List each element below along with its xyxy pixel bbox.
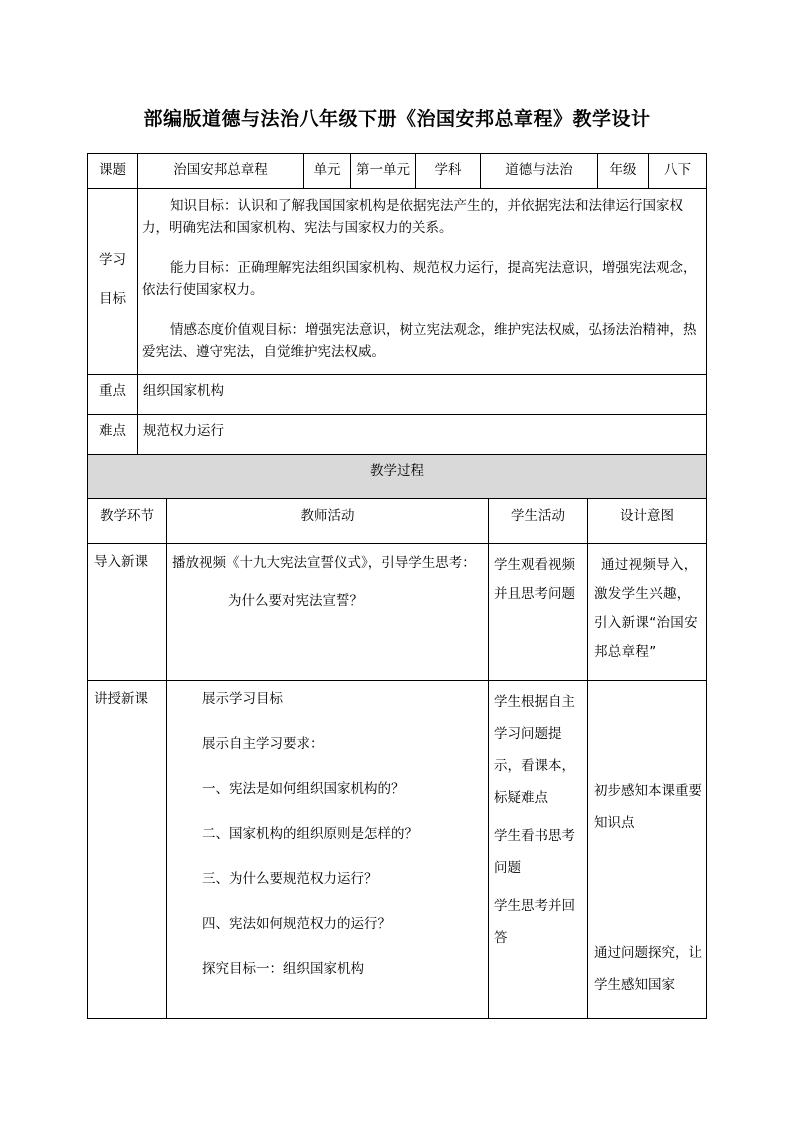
ability-objective: 能力目标：正确理解宪法组织国家机构、规范权力运行，提高宪法意识，增强宪法观念，依法行使国家权力。 <box>142 260 697 298</box>
difficulty-label: 难点 <box>99 423 126 439</box>
table-border <box>87 153 707 154</box>
table-border <box>87 374 707 375</box>
knowledge-objective: 知识目标：认识和了解我国国家机构是依据宪法产生的，并依据宪法和法律运行国家权力，明确宪法和国家机构、宪法与国家权力的关系。 <box>142 198 683 236</box>
table-border <box>87 498 707 499</box>
unit-value: 第一单元 <box>356 162 410 178</box>
teacher-item: 四、宪法如何规范权力的运行？ <box>202 916 391 932</box>
table-border <box>87 1018 707 1019</box>
intro-teacher-line1: 播放视频《十九大宪法宣誓仪式》，引导学生思考： <box>172 555 476 571</box>
header-teacher: 教师活动 <box>300 508 355 524</box>
header-student: 学生活动 <box>511 508 565 524</box>
table-border <box>87 543 707 544</box>
header-intent: 设计意图 <box>620 508 674 524</box>
teaching-student <box>494 686 586 954</box>
grade-label: 年级 <box>609 162 637 178</box>
emotion-objective: 情感态度价值观目标：增强宪法意识，树立宪法观念，维护宪法权威，弘扬法治精神，热爱宪法、遵守宪法，自觉维护宪法权威。 <box>142 322 697 360</box>
intro-teacher-line2: 为什么要对宪法宣誓？ <box>228 593 363 609</box>
intro-student: 学生观看视频并且思考问题 <box>494 557 575 602</box>
teacher-item: 二、国家机构的组织原则是怎样的？ <box>202 826 418 842</box>
header-stage: 教学环节 <box>100 508 154 524</box>
teacher-item: 探究目标一：组织国家机构 <box>202 961 364 977</box>
subject-value: 道德与法治 <box>505 162 573 178</box>
table-border <box>87 414 707 415</box>
teacher-item: 三、为什么要规范权力运行？ <box>202 871 378 887</box>
table-border <box>166 498 167 1019</box>
teaching-intent-2: 通过问题探究，让学生感知国家 <box>594 945 702 993</box>
topic-value: 治国安邦总章程 <box>173 162 268 178</box>
intro-intent: 通过视频导入，激发学生兴趣，引入新课“治国安邦总章程” <box>594 557 698 660</box>
process-section-title: 教学过程 <box>370 463 424 479</box>
intro-teacher <box>172 552 486 612</box>
topic-label: 课题 <box>99 162 126 178</box>
teacher-item: 展示自主学习要求： <box>202 736 324 752</box>
student-activity-2: 学生看书思考问题 <box>494 828 575 876</box>
teaching-teacher <box>202 689 486 1004</box>
table-border <box>488 498 489 1019</box>
intro-stage: 导入新课 <box>94 554 148 570</box>
objectives-label-line1: 学习 <box>99 252 126 268</box>
difficulty-value: 规范权力运行 <box>143 423 224 439</box>
table-border <box>87 188 707 189</box>
document-title: 部编版道德与法治八年级下册《治国安邦总章程》教学设计 <box>143 108 651 130</box>
objectives-label <box>88 250 137 309</box>
table-border <box>137 153 138 454</box>
key-point-label: 重点 <box>99 383 126 399</box>
key-point-value: 组织国家机构 <box>143 383 224 399</box>
teaching-intent-1: 初步感知本课重要知识点 <box>594 783 702 831</box>
student-activity-3: 学生思考并回答 <box>494 898 575 946</box>
teacher-item: 一、宪法是如何组织国家机构的？ <box>202 781 405 797</box>
objectives-label-line2: 目标 <box>99 291 126 307</box>
table-border <box>706 153 707 1019</box>
grade-value: 八下 <box>664 162 691 178</box>
teaching-stage: 讲授新课 <box>94 691 148 707</box>
objectives-content <box>142 195 702 363</box>
unit-label: 单元 <box>313 162 341 178</box>
table-border <box>587 498 588 1019</box>
student-activity-1: 学生根据自主学习问题提示，看课本，标疑难点 <box>494 694 575 806</box>
table-border <box>87 680 707 681</box>
subject-label: 学科 <box>434 162 462 178</box>
teacher-item: 展示学习目标 <box>202 691 283 707</box>
